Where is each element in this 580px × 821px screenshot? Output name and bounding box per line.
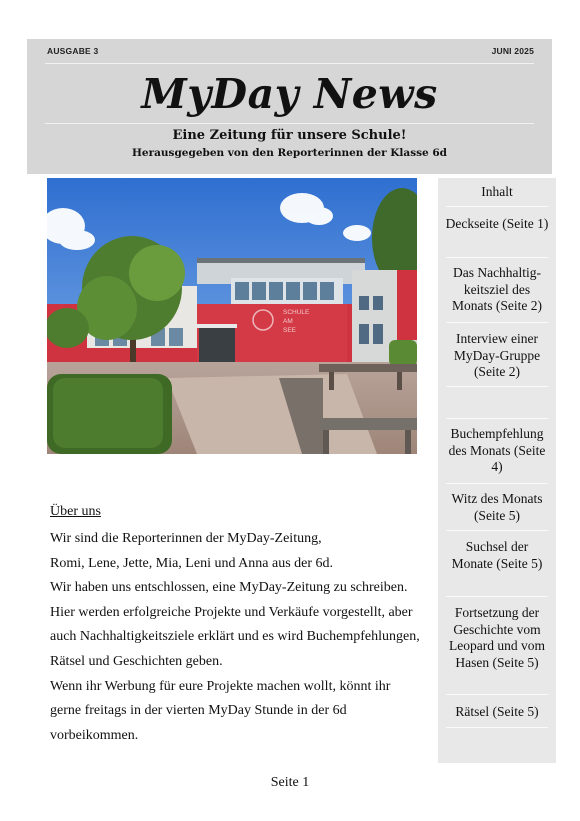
about-us-section [50, 503, 420, 748]
building-sign-line3: SEE [283, 327, 297, 334]
toc-item-raetsel[interactable]: Rätsel (Seite 5) [455, 704, 539, 719]
newspaper-title: MyDay News [141, 70, 438, 118]
masthead-top-row [27, 46, 552, 60]
newspaper-subtitle: Eine Zeitung für unsere Schule! [172, 128, 407, 143]
toc-divider [446, 483, 548, 484]
table-of-contents [438, 178, 556, 763]
masthead-top-rule [45, 63, 534, 64]
toc-divider [446, 206, 548, 207]
about-us-paragraph: Hier werden erfolgreiche Projekte und Verkäufe vorgestellt, aber auch Nachhaltigkeitsziele erklärt und es wird Buchempfehlungen, Rätsel und Geschichten geben. [50, 604, 420, 669]
newspaper-publisher: Herausgegeben von den Reporterinnen der Klasse 6d [131, 147, 448, 159]
toc-divider [446, 596, 548, 597]
cover-photo [47, 178, 417, 454]
about-us-paragraph: Romi, Lene, Jette, Mia, Leni und Anna aus der 6d. [50, 555, 334, 571]
toc-divider [446, 257, 548, 258]
issue-number: AUSGABE 3 [47, 46, 99, 56]
masthead [27, 39, 552, 174]
toc-item-witz[interactable]: Witz des Monats (Seite 5) [451, 491, 543, 523]
toc-item-deckseite[interactable]: Deckseite (Seite 1) [445, 216, 549, 231]
building-sign-line1: SCHULE [283, 309, 310, 316]
toc-item-buchempfehlung[interactable]: Buchempfehlung des Monats (Seite 4) [448, 426, 546, 474]
building-sign-line2: AM [283, 318, 293, 325]
toc-divider [446, 694, 548, 695]
toc-divider [446, 418, 548, 419]
toc-divider [446, 386, 548, 387]
toc-item-suchsel[interactable]: Suchsel der Monate (Seite 5) [451, 539, 543, 571]
issue-date: JUNI 2025 [491, 46, 534, 56]
toc-heading: Inhalt [481, 184, 513, 199]
about-us-heading: Über uns [50, 504, 101, 519]
page-number: Seite 1 [270, 775, 310, 790]
toc-item-interview[interactable]: Interview einer MyDay-Gruppe (Seite 2) [453, 331, 541, 379]
about-us-paragraph: Wir sind die Reporterinnen der MyDay-Zeitung, [50, 531, 322, 546]
masthead-bottom-rule [45, 123, 534, 124]
toc-divider [446, 322, 548, 323]
about-us-paragraph: Wir haben uns entschlossen, eine MyDay-Zeitung zu schreiben. [50, 580, 408, 596]
school-building-illustration [47, 178, 417, 454]
toc-divider [446, 727, 548, 728]
toc-item-nachhaltigkeitsziel[interactable]: Das Nachhaltig-keitsziel des Monats (Seite 2) [452, 265, 542, 313]
about-us-paragraph: Wenn ihr Werbung für eure Projekte machen wollt, könnt ihr gerne freitags in der vierten MyDay Stunde in der 6d vorbeikommen. [50, 678, 391, 743]
toc-divider [446, 530, 548, 531]
toc-item-geschichte[interactable]: Fortsetzung der Geschichte vom Leopard und vom Hasen (Seite 5) [449, 605, 545, 670]
